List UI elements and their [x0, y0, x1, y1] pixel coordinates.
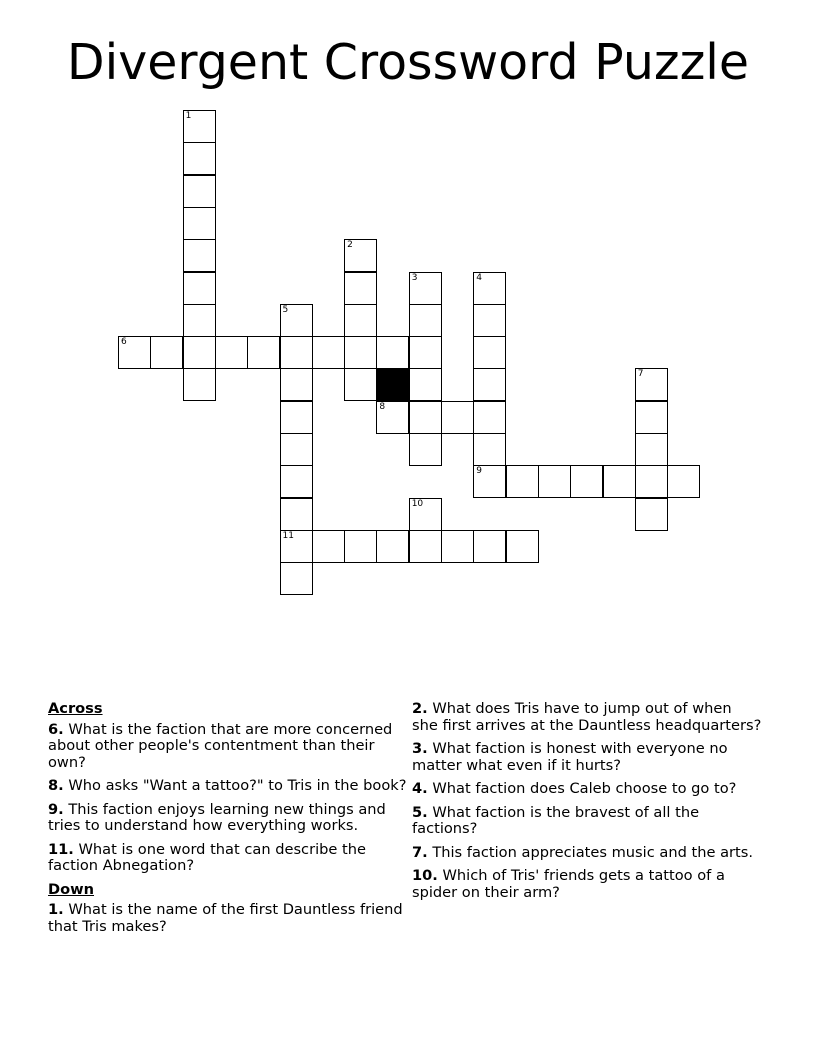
- grid-cell[interactable]: [376, 336, 409, 369]
- grid-cell[interactable]: [473, 336, 506, 369]
- clues-left-column: [48, 701, 408, 942]
- grid-cell[interactable]: [183, 110, 216, 143]
- grid-cell[interactable]: [280, 336, 313, 369]
- grid-cell[interactable]: [441, 530, 474, 563]
- grid-cell[interactable]: [473, 401, 506, 434]
- grid-cell[interactable]: [409, 498, 442, 531]
- grid-cell[interactable]: [183, 175, 216, 208]
- grid-cell[interactable]: [473, 368, 506, 401]
- clue-down-7: 7. This faction appreciates music and the arts.: [412, 843, 753, 861]
- grid-cell[interactable]: [280, 433, 313, 466]
- puzzle-title: Divergent Crossword Puzzle: [66, 34, 750, 91]
- grid-cell[interactable]: [635, 498, 668, 531]
- grid-cell[interactable]: [280, 465, 313, 498]
- clue-number: 1: [185, 111, 192, 121]
- grid-cell[interactable]: [247, 336, 280, 369]
- grid-cell[interactable]: [635, 433, 668, 466]
- clue-across-11: 11. What is one word that can describe the faction Abnegation?: [48, 840, 366, 874]
- down-heading: Down: [48, 880, 95, 898]
- clue-down-2: 2. What does Tris have to jump out of when she first arrives at the Dauntless headquarters?: [412, 700, 762, 734]
- grid-cell[interactable]: [344, 272, 377, 305]
- grid-cell[interactable]: [312, 336, 345, 369]
- grid-cell[interactable]: [473, 272, 506, 305]
- grid-cell[interactable]: [376, 530, 409, 563]
- grid-cell[interactable]: [118, 336, 151, 369]
- clue-across-9: 9. This faction enjoys learning new things and tries to understand how everything works.: [48, 800, 386, 834]
- grid-cell[interactable]: [280, 368, 313, 401]
- grid-cell[interactable]: [183, 142, 216, 175]
- grid-cell[interactable]: [473, 433, 506, 466]
- grid-cell[interactable]: [280, 498, 313, 531]
- clue-number: 2: [347, 240, 353, 251]
- grid-cell[interactable]: [183, 272, 216, 305]
- grid-cell[interactable]: [344, 368, 377, 401]
- grid-cell[interactable]: [409, 368, 442, 401]
- grid-cell[interactable]: [473, 465, 506, 498]
- grid-cell[interactable]: [312, 530, 345, 563]
- clue-number: 3: [411, 272, 418, 283]
- grid-cell[interactable]: [473, 530, 506, 563]
- grid-cell[interactable]: [183, 304, 216, 337]
- clue-down-3: 3. What faction is honest with everyone no matter what even if it hurts?: [412, 740, 728, 774]
- clue-number: 11: [282, 530, 294, 541]
- clue-down-4: 4. What faction does Caleb choose to go to?: [412, 780, 737, 797]
- grid-cell[interactable]: [635, 465, 668, 498]
- across-heading: Across: [48, 700, 103, 717]
- grid-cell[interactable]: [409, 272, 442, 305]
- grid-cell[interactable]: [344, 304, 377, 337]
- clue-down-5: 5. What faction is the bravest of all the factions?: [412, 803, 700, 837]
- grid-cell[interactable]: [538, 465, 571, 498]
- grid-cell[interactable]: [409, 433, 442, 466]
- grid-cell[interactable]: [506, 465, 539, 498]
- clue-down-1: 1. What is the name of the first Dauntless friend that Tris makes?: [48, 901, 403, 935]
- grid-cell[interactable]: [409, 401, 442, 434]
- grid-cell[interactable]: [635, 401, 668, 434]
- grid-cell[interactable]: [150, 336, 183, 369]
- grid-cell[interactable]: [344, 336, 377, 369]
- grid-cell[interactable]: [344, 530, 377, 563]
- grid-cell[interactable]: [183, 368, 216, 401]
- grid-cell[interactable]: [280, 304, 313, 337]
- grid-cell[interactable]: [409, 530, 442, 563]
- grid-cell[interactable]: [603, 465, 636, 498]
- clue-number: 9: [476, 466, 483, 477]
- clue-number: 8: [379, 401, 386, 412]
- grid-cell[interactable]: [473, 304, 506, 337]
- grid-cell[interactable]: [280, 530, 313, 563]
- grid-cell[interactable]: [183, 239, 216, 272]
- clues-right-column: [412, 701, 762, 908]
- grid-cell[interactable]: [441, 401, 474, 434]
- clue-number: 5: [282, 304, 289, 315]
- clue-number: 4: [476, 272, 483, 283]
- grid-cell[interactable]: [280, 401, 313, 434]
- grid-cell[interactable]: [506, 530, 539, 563]
- grid-cell[interactable]: [280, 562, 313, 595]
- grid-cell[interactable]: [667, 465, 700, 498]
- grid-cell[interactable]: [635, 368, 668, 401]
- clue-number: 7: [637, 369, 644, 380]
- grid-cell[interactable]: [183, 207, 216, 240]
- grid-cell[interactable]: [183, 336, 216, 369]
- grid-cell[interactable]: [376, 401, 409, 434]
- clue-down-10: 10. Which of Tris' friends gets a tattoo of a spider on their arm?: [412, 867, 725, 901]
- grid-cell[interactable]: [409, 336, 442, 369]
- clue-number: 10: [411, 498, 424, 509]
- clue-across-6: 6. What is the faction that are more concerned about other people's contentment than their own?: [48, 720, 393, 771]
- clue-across-8: 8. Who asks "Want a tattoo?" to Tris in the book?: [48, 777, 407, 794]
- grid-cell[interactable]: [344, 239, 377, 272]
- grid-cell[interactable]: [215, 336, 248, 369]
- black-square: [376, 368, 409, 401]
- grid-cell[interactable]: [570, 465, 603, 498]
- clue-number: 6: [121, 337, 127, 348]
- grid-cell[interactable]: [409, 304, 442, 337]
